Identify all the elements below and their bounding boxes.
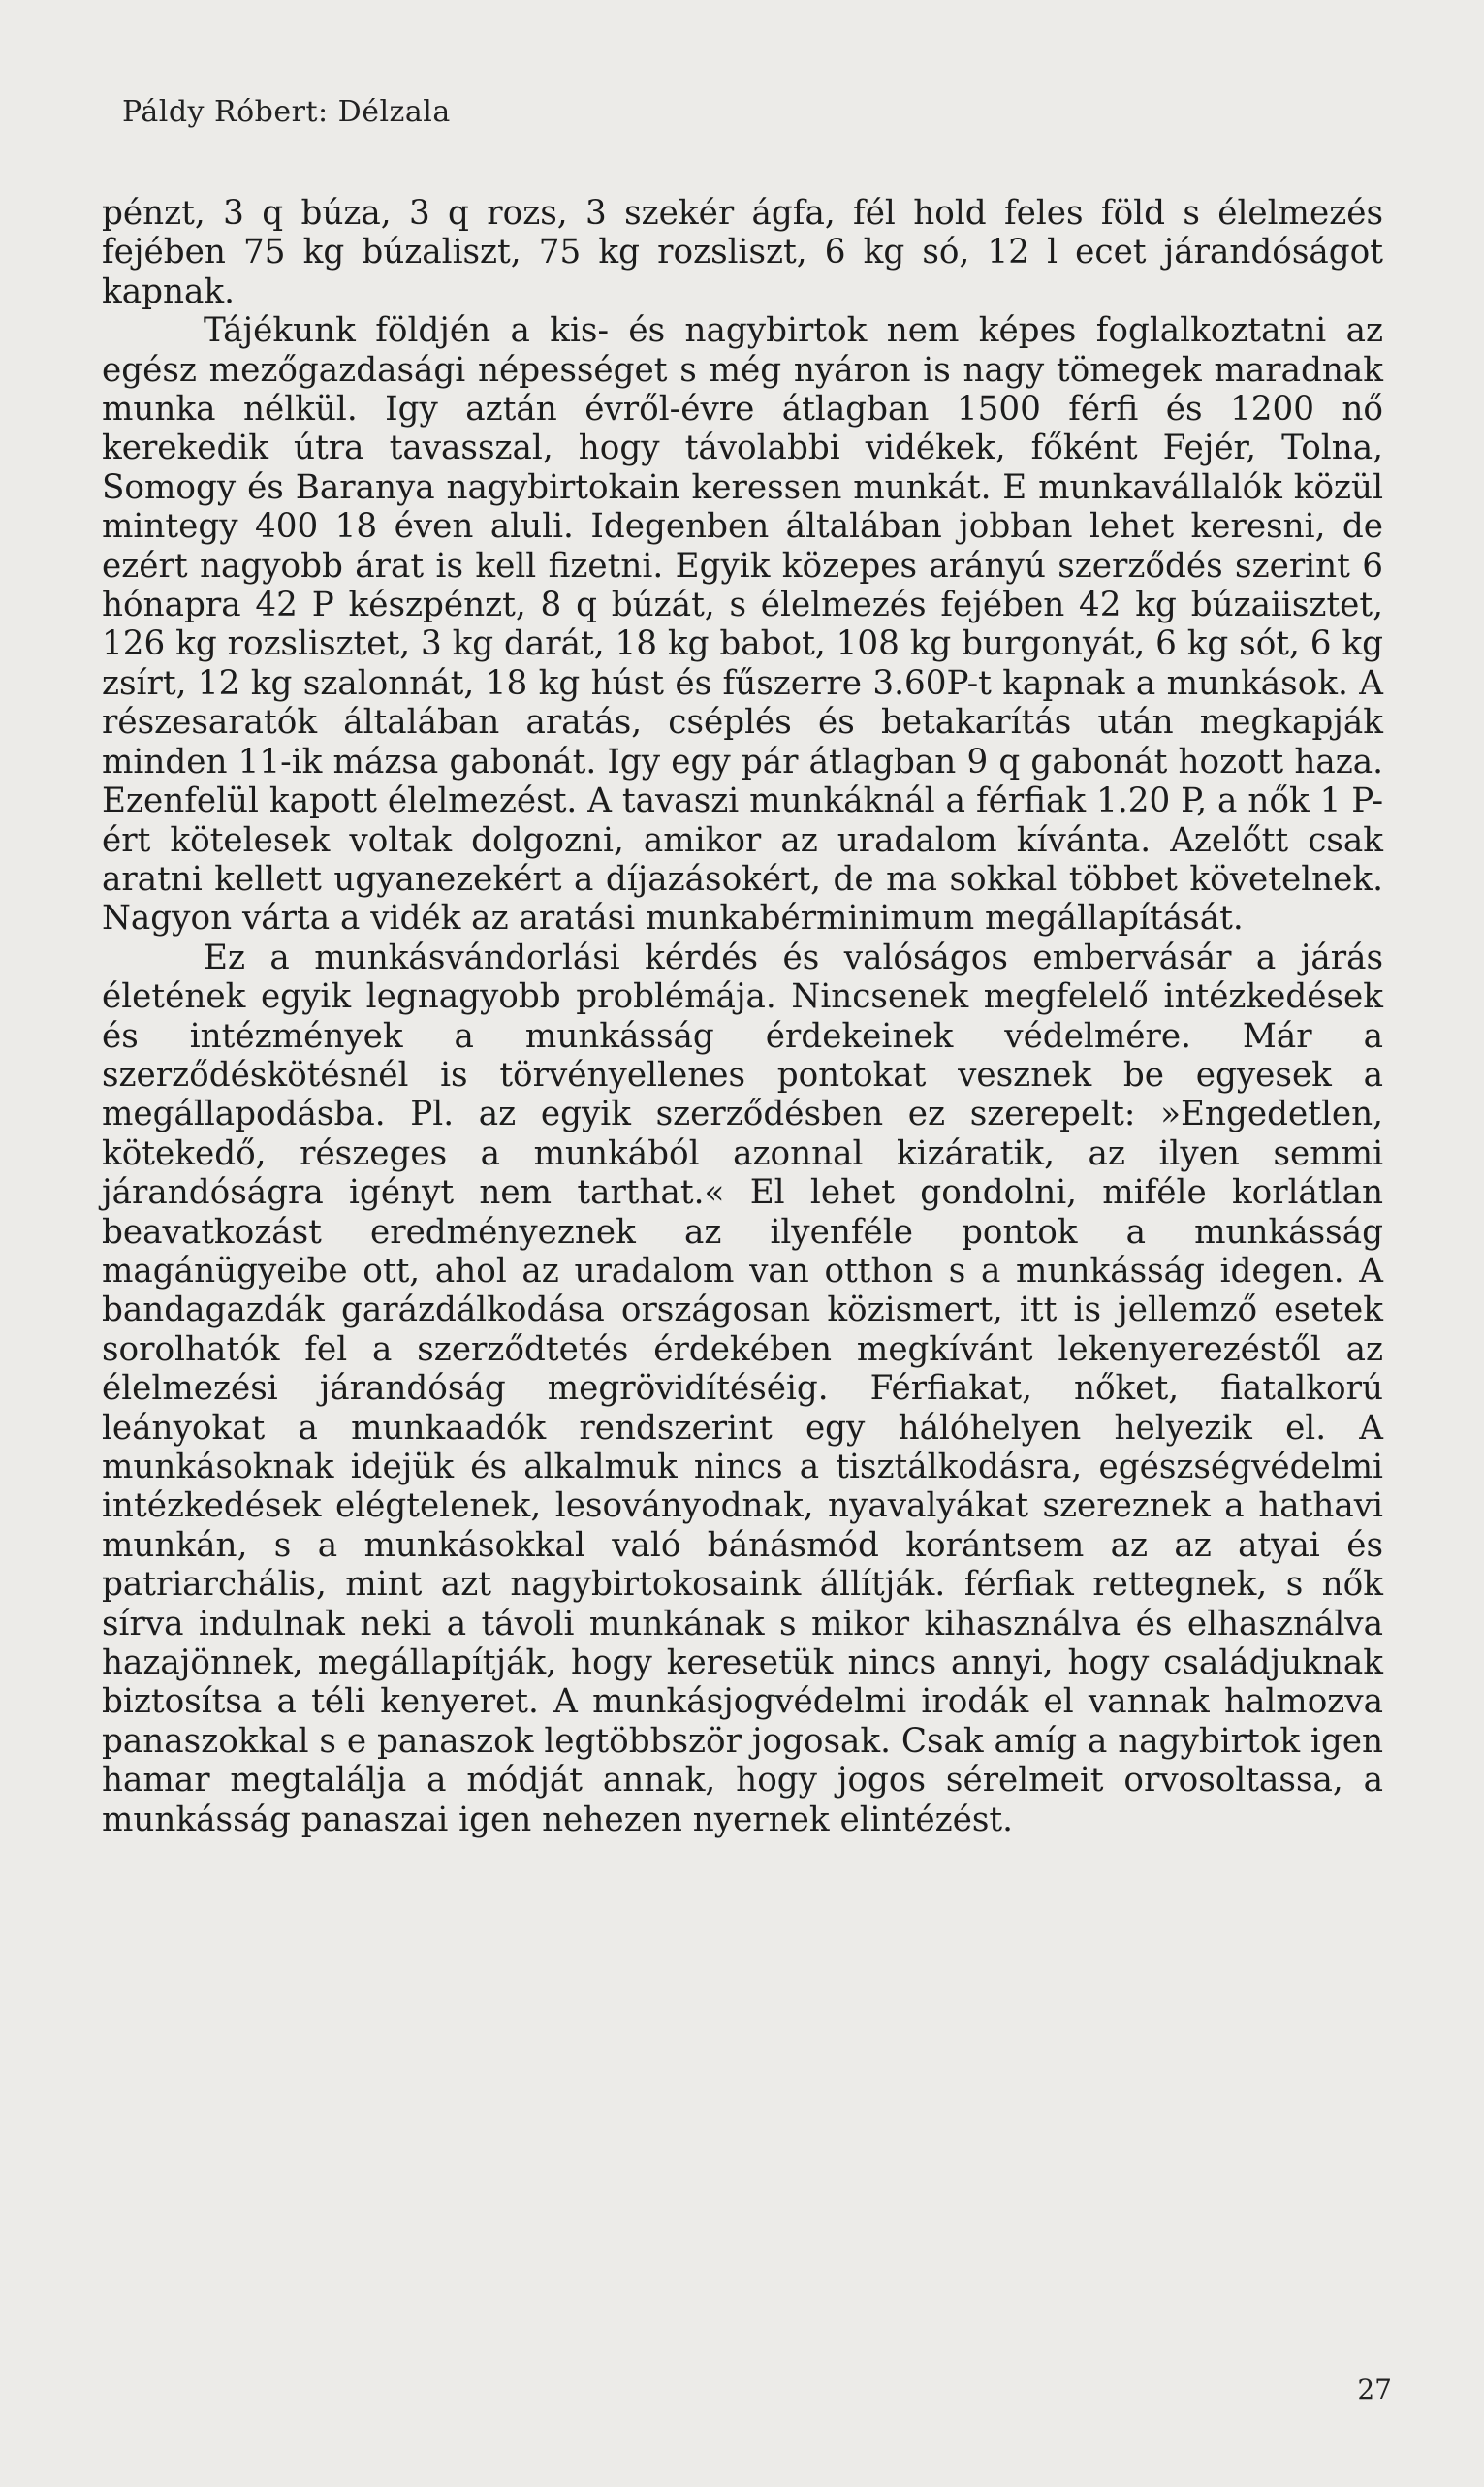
running-title: Páldy Róbert: Délzala (122, 95, 451, 129)
paragraph-continuation: pénzt, 3 q búza, 3 q rozs, 3 szekér ágfa, fél hold feles föld s élelmezés fejében 75 kg búzaliszt, 75 kg rozsliszt, 6 kg só, 12 l ecet járandóságot kapnak. (102, 194, 1383, 311)
page-number: 27 (1357, 2374, 1392, 2406)
body-text (102, 194, 1383, 1839)
paragraph-migration: Ez a munkásvándorlási kérdés és valóságos embervásár a járás életének egyik legnagyobb problémája. Nincsenek megfelelő intézkedések és intézmények a munkásság érdekeinek védelmére. Már a szerződéskötésnél is törvényellenes pontokat vesznek be egyesek a megállapodásba. Pl. az egyik szerződésben ez szerepelt: »Engedetlen, kötekedő, részeges a munkából azonnal kizáratik, az ilyen semmi járandóságra igényt nem tarthat.« El lehet gondolni, miféle korlátlan beavatkozást eredményeznek az ilyenféle pontok a munkásság magánügyeibe ott, ahol az uradalom van otthon s a munkásság idegen. A bandagazdák garázdálkodása országosan közismert, itt is jellemző esetek sorolhatók fel a szerződtetés érdekében megkívánt lekenyerezéstől az élelmezési járandóság megrövidítéséig. Férfiakat, nőket, fiatalkorú leányokat a munkaadók rendszerint egy hálóhelyen helyezik el. A munkásoknak idejük és alkalmuk nincs a tisztálkodásra, egészségvédelmi intézkedések elégtelenek, lesoványodnak, nyavalyákat szereznek a hathavi munkán, s a munkásokkal való bánásmód korántsem az az atyai és patriarchális, mint azt nagybirtokosaink állítják. férfiak rettegnek, s nők sírva indulnak neki a távoli munkának s mikor kihasználva és elhasználva hazajönnek, megállapítják, hogy keresetük nincs annyi, hogy családjuknak biztosítsa a téli kenyeret. A munkásjogvédelmi irodák el vannak halmozva panaszokkal s e panaszok legtöbbször jogosak. Csak amíg a nagybirtok igen hamar megtalálja a módját annak, hogy jogos sérelmeit orvosoltassa, a munkásság panaszai igen nehezen nyernek elintézést. (102, 938, 1383, 1839)
paragraph-wages: Tájékunk földjén a kis- és nagybirtok nem képes foglalkoztatni az egész mezőgazdasági népességet s még nyáron is nagy tömegek maradnak munka nélkül. Igy aztán évről-évre átlagban 1500 férfi és 1200 nő kerekedik útra tavasszal, hogy távolabbi vidékek, főként Fejér, Tolna, Somogy és Baranya nagybirtokain keressen munkát. E munkavállalók közül mintegy 400 18 éven aluli. Idegenben általában jobban lehet keresni, de ezért nagyobb árat is kell fizetni. Egyik közepes arányú szerződés szerint 6 hónapra 42 P készpénzt, 8 q búzát, s élelmezés fejében 42 kg búzaiisztet, 126 kg rozslisztet, 3 kg darát, 18 kg babot, 108 kg burgonyát, 6 kg sót, 6 kg zsírt, 12 kg szalonnát, 18 kg húst és fűszerre 3.60P-t kapnak a munkások. A részesaratók általában aratás, cséplés és betakarítás után megkapják minden 11-ik mázsa gabonát. Igy egy pár átlagban 9 q gabonát hozott haza. Ezenfelül kapott élelmezést. A tavaszi munkáknál a férfiak 1.20 P, a nők 1 P-ért kötelesek voltak dolgozni, amikor az uradalom kívánta. Azelőtt csak aratni kellett ugyanezekért a díjazásokért, de ma sokkal többet követelnek. Nagyon várta a vidék az aratási munkabérminimum megállapítását. (102, 311, 1383, 939)
